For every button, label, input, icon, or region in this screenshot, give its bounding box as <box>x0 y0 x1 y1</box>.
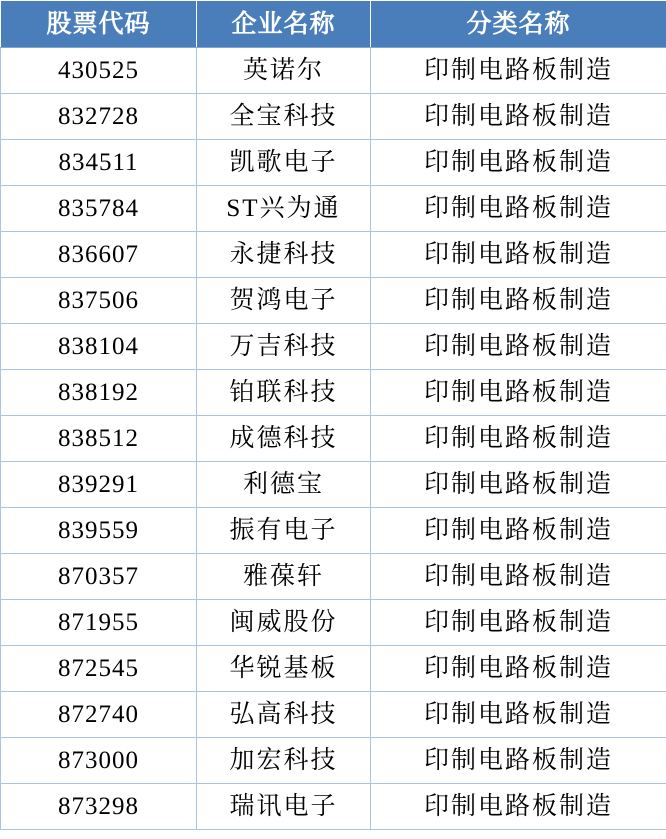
cell-stock-code: 834511 <box>1 140 197 186</box>
cell-category-name: 印制电路板制造 <box>371 600 666 646</box>
table-row <box>1 370 666 416</box>
column-header-stock-code: 股票代码 <box>1 1 197 48</box>
cell-category-name: 印制电路板制造 <box>371 462 666 508</box>
table-row <box>1 600 666 646</box>
cell-stock-code: 839559 <box>1 508 197 554</box>
cell-stock-code: 872545 <box>1 646 197 692</box>
cell-stock-code: 837506 <box>1 278 197 324</box>
cell-stock-code: 832728 <box>1 94 197 140</box>
table-row <box>1 232 666 278</box>
cell-category-name: 印制电路板制造 <box>371 370 666 416</box>
table-header <box>1 1 666 48</box>
cell-stock-code: 873298 <box>1 784 197 830</box>
cell-stock-code: 838192 <box>1 370 197 416</box>
cell-company-name: 英诺尔 <box>197 48 371 94</box>
table-row <box>1 462 666 508</box>
table-row <box>1 416 666 462</box>
cell-category-name: 印制电路板制造 <box>371 738 666 784</box>
cell-company-name: 利德宝 <box>197 462 371 508</box>
cell-company-name: 凯歌电子 <box>197 140 371 186</box>
cell-stock-code: 835784 <box>1 186 197 232</box>
cell-stock-code: 872740 <box>1 692 197 738</box>
cell-company-name: ST兴为通 <box>197 186 371 232</box>
cell-stock-code: 873000 <box>1 738 197 784</box>
table-row <box>1 692 666 738</box>
cell-category-name: 印制电路板制造 <box>371 784 666 830</box>
table-row <box>1 140 666 186</box>
column-header-category-name: 分类名称 <box>371 1 666 48</box>
cell-stock-code: 836607 <box>1 232 197 278</box>
table-row <box>1 94 666 140</box>
cell-category-name: 印制电路板制造 <box>371 48 666 94</box>
cell-category-name: 印制电路板制造 <box>371 508 666 554</box>
cell-company-name: 闽威股份 <box>197 600 371 646</box>
cell-category-name: 印制电路板制造 <box>371 692 666 738</box>
cell-stock-code: 871955 <box>1 600 197 646</box>
column-header-company-name: 企业名称 <box>197 1 371 48</box>
table-row <box>1 646 666 692</box>
cell-category-name: 印制电路板制造 <box>371 554 666 600</box>
table-header-row <box>1 1 666 48</box>
cell-company-name: 铂联科技 <box>197 370 371 416</box>
cell-company-name: 加宏科技 <box>197 738 371 784</box>
table-row <box>1 738 666 784</box>
cell-category-name: 印制电路板制造 <box>371 324 666 370</box>
cell-company-name: 贺鸿电子 <box>197 278 371 324</box>
table-row <box>1 278 666 324</box>
cell-category-name: 印制电路板制造 <box>371 94 666 140</box>
cell-category-name: 印制电路板制造 <box>371 646 666 692</box>
cell-company-name: 成德科技 <box>197 416 371 462</box>
cell-stock-code: 430525 <box>1 48 197 94</box>
cell-category-name: 印制电路板制造 <box>371 140 666 186</box>
cell-category-name: 印制电路板制造 <box>371 416 666 462</box>
table-row <box>1 784 666 830</box>
table-row <box>1 554 666 600</box>
cell-stock-code: 870357 <box>1 554 197 600</box>
table-row <box>1 186 666 232</box>
cell-stock-code: 838104 <box>1 324 197 370</box>
cell-company-name: 永捷科技 <box>197 232 371 278</box>
cell-company-name: 弘高科技 <box>197 692 371 738</box>
cell-category-name: 印制电路板制造 <box>371 278 666 324</box>
cell-company-name: 雅葆轩 <box>197 554 371 600</box>
cell-company-name: 全宝科技 <box>197 94 371 140</box>
cell-stock-code: 838512 <box>1 416 197 462</box>
cell-category-name: 印制电路板制造 <box>371 186 666 232</box>
cell-company-name: 万吉科技 <box>197 324 371 370</box>
cell-category-name: 印制电路板制造 <box>371 232 666 278</box>
table-row <box>1 324 666 370</box>
cell-stock-code: 839291 <box>1 462 197 508</box>
table-row <box>1 508 666 554</box>
table-row <box>1 48 666 94</box>
table-body <box>1 48 666 830</box>
cell-company-name: 华锐基板 <box>197 646 371 692</box>
cell-company-name: 瑞讯电子 <box>197 784 371 830</box>
cell-company-name: 振有电子 <box>197 508 371 554</box>
